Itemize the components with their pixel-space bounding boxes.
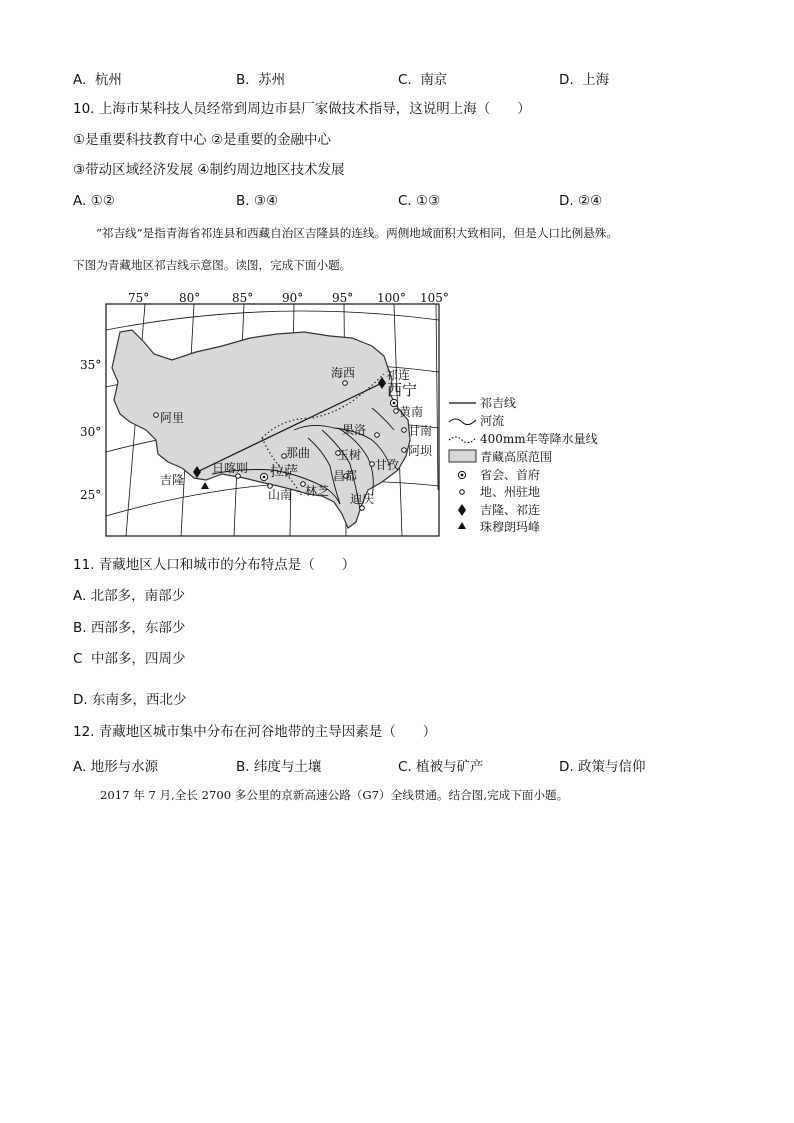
label-ganzi: 甘孜 — [375, 458, 400, 472]
legend-label-4: 省会、首府 — [480, 468, 541, 482]
label-gannan: 甘南 — [408, 424, 433, 438]
q11-option-b-key: B. — [73, 620, 87, 636]
qiji-line-map — [72, 290, 612, 540]
q12-option-c[interactable]: C. 植被与矿产 — [398, 759, 484, 775]
q12-stem: 12. 青藏地区城市集中分布在河谷地带的主导因素是（ ） — [73, 724, 437, 740]
label-guoluo: 果洛 — [342, 423, 367, 437]
q9-option-d[interactable]: D. 上海 — [559, 72, 610, 88]
intro1-line2: 下图为青藏地区祁吉线示意图。读图，完成下面小题。 — [73, 258, 352, 272]
q9-option-a[interactable]: A. 杭州 — [73, 72, 122, 88]
lon-label-105: 105° — [420, 291, 449, 305]
q10-option-a[interactable]: A. ①② — [73, 193, 115, 209]
q10-option-c[interactable]: C. ①③ — [398, 193, 441, 209]
label-haixi: 海西 — [331, 366, 356, 380]
q11-option-c-key: C — [73, 651, 83, 667]
q12-option-a[interactable]: A. 地形与水源 — [73, 759, 159, 775]
q11-option-a[interactable] — [73, 588, 185, 604]
guoluo-city-icon — [375, 433, 380, 438]
label-qilian: 祁连 — [386, 368, 411, 382]
lon-label-95: 95° — [332, 291, 354, 305]
everest-triangle-icon — [201, 482, 209, 489]
legend-label-5: 地、州驻地 — [480, 485, 541, 499]
q10-stem: 10. 上海市某科技人员经常到周边市县厂家做技术指导，这说明上海（ ） — [73, 101, 531, 117]
q11-option-c-text: 中部多，四周少 — [91, 651, 186, 667]
q11-option-b[interactable] — [73, 620, 185, 636]
label-huangnan: 黄南 — [399, 405, 424, 419]
lon-label-80: 80° — [179, 291, 201, 305]
lon-label-85: 85° — [232, 291, 254, 305]
legend-label-0: 祁吉线 — [480, 396, 517, 410]
aba-city-icon — [402, 448, 407, 453]
q12-option-d[interactable]: D. 政策与信仰 — [559, 759, 646, 775]
q10-option-d[interactable]: D. ②④ — [559, 193, 603, 209]
q10-statement-2: ③带动区域经济发展 ④制约周边地区技术发展 — [73, 162, 345, 178]
lat-label-25: 25° — [80, 488, 102, 502]
label-lasa: 拉萨 — [270, 464, 298, 480]
legend-isohyet-icon — [449, 437, 476, 443]
q11-option-a-key: A. — [73, 588, 87, 604]
lat-label-30: 30° — [80, 425, 102, 439]
gannan-city-icon — [402, 428, 407, 433]
legend-label-3: 青藏高原范围 — [480, 450, 553, 464]
q9-options — [73, 68, 733, 88]
label-yushu: 玉树 — [337, 448, 362, 462]
q11-stem: 11. 青藏地区人口和城市的分布特点是（ ） — [73, 557, 356, 573]
latitude-line-40 — [106, 311, 439, 330]
q11-option-c[interactable] — [73, 651, 186, 667]
label-rikaze: 日喀则 — [212, 461, 249, 475]
q9-option-c[interactable]: C. 南京 — [398, 72, 448, 88]
label-xining: 西宁 — [387, 381, 418, 399]
legend-label-2: 400mm年等降水量线 — [480, 432, 598, 446]
legend-label-6: 吉隆、祁连 — [480, 503, 541, 517]
lon-label-90: 90° — [282, 291, 304, 305]
q11-option-b-text: 西部多，东部少 — [90, 620, 186, 636]
q11-option-d-key: D. — [73, 692, 88, 708]
map-legend — [449, 395, 598, 534]
legend-plateau-icon — [449, 450, 476, 462]
haixi-city-icon — [343, 381, 348, 386]
label-changdu: 昌都 — [333, 469, 358, 483]
legend-triangle-icon — [458, 522, 466, 529]
diqing-city-icon — [360, 506, 365, 511]
q12-option-b[interactable]: B. 纬度与土壤 — [236, 759, 322, 775]
label-naqu: 那曲 — [286, 446, 311, 460]
lon-label-100: 100° — [377, 291, 406, 305]
label-diqing: 迪庆 — [350, 492, 375, 506]
longitude-line-105 — [436, 304, 438, 490]
label-ali: 阿里 — [160, 411, 185, 425]
q11-option-d-text: 东南多，西北少 — [91, 692, 187, 708]
intro2: 2017 年 7 月,全长 2700 多公里的京新高速公路（G7）全线贯通。结合图,完成下面小题。 — [100, 788, 569, 802]
q10-statement-1: ①是重要科技教育中心 ②是重要的金融中心 — [73, 132, 331, 148]
q11-option-d[interactable] — [73, 692, 186, 708]
q10-options — [73, 193, 733, 209]
q12-options — [73, 755, 733, 775]
legend-river-icon — [449, 419, 476, 425]
ali-city-icon — [154, 413, 159, 418]
q10-option-b[interactable]: B. ③④ — [236, 193, 279, 209]
ganzi-city-icon — [370, 462, 375, 467]
label-aba: 阿坝 — [408, 444, 433, 458]
lat-label-35: 35° — [80, 358, 102, 372]
label-shannan: 山南 — [268, 488, 293, 502]
intro1-line1: “祁吉线”是指青海省祁连县和西藏自治区吉隆县的连线。两侧地域面积大致相同，但是人口比例悬殊。 — [96, 226, 618, 240]
legend-city-icon — [460, 490, 465, 495]
legend-label-1: 河流 — [480, 414, 505, 428]
lon-label-75: 75° — [128, 291, 150, 305]
label-jilong: 吉隆 — [160, 473, 185, 487]
legend-diamond-icon — [458, 504, 466, 516]
huangnan-city-icon — [394, 409, 399, 414]
label-linzhi: 林芝 — [305, 484, 330, 498]
q11-option-a-text: 北部多，南部少 — [90, 588, 186, 604]
legend-label-7: 珠穆朗玛峰 — [480, 520, 541, 534]
q9-option-b[interactable]: B. 苏州 — [236, 72, 286, 88]
